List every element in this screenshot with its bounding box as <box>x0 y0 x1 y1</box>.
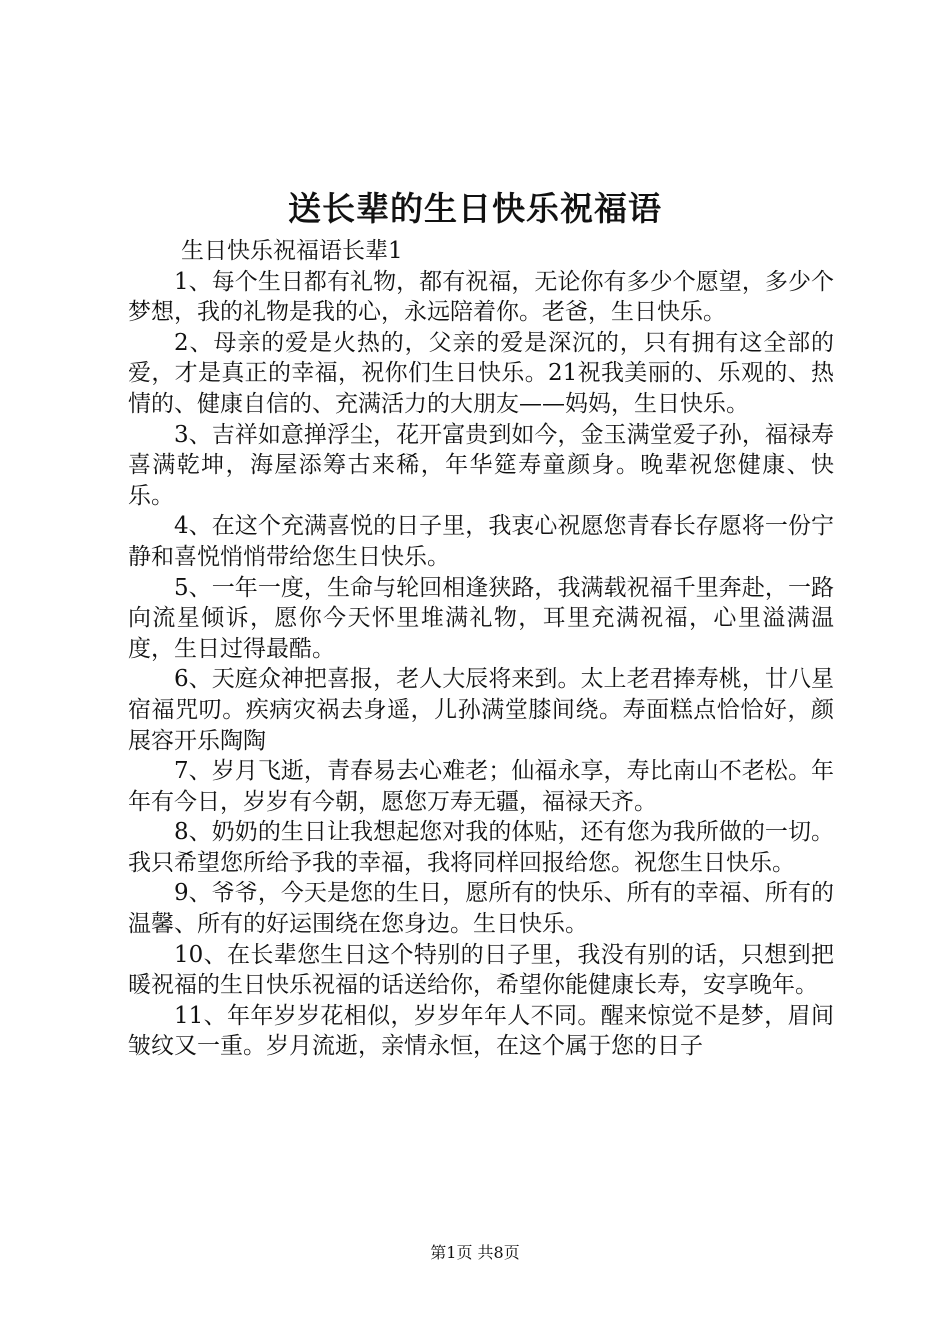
paragraph: 11、年年岁岁花相似，岁岁年年人不同。醒来惊觉不是梦，眉间皱纹又一重。岁月流逝，亲情永恒，在这个属于您的日子 <box>128 1002 834 1060</box>
paragraph: 3、吉祥如意掸浮尘，花开富贵到如今，金玉满堂爱子孙，福禄寿喜满乾坤，海屋添筹古来稀，年华筵寿童颜身。晚辈祝您健康、快乐。 <box>128 421 834 509</box>
paragraph: 8、奶奶的生日让我想起您对我的体贴，还有您为我所做的一切。我只希望您所给予我的幸福，我将同样回报给您。祝您生日快乐。 <box>128 819 834 876</box>
paragraph: 5、一年一度，生命与轮回相逢狭路，我满载祝福千里奔赴，一路向流星倾诉，愿你今天怀里堆满礼物，耳里充满祝福，心里溢满温度，生日过得最酷。 <box>128 574 834 662</box>
paragraph: 4、在这个充满喜悦的日子里，我衷心祝愿您青春长存愿将一份宁静和喜悦悄悄带给您生日快乐。 <box>128 513 834 570</box>
paragraph: 6、天庭众神把喜报，老人大辰将来到。太上老君捧寿桃，廿八星宿福咒叨。疾病灾祸去身遥，儿孙满堂膝间绕。寿面糕点恰恰好，颜展容开乐陶陶 <box>128 666 834 754</box>
document-body <box>128 236 834 1062</box>
paragraph: 1、每个生日都有礼物，都有祝福，无论你有多少个愿望，多少个梦想，我的礼物是我的心，永远陪着你。老爸，生日快乐。 <box>128 268 834 326</box>
paragraph: 7、岁月飞逝，青春易去心难老；仙福永享，寿比南山不老松。年年有今日，岁岁有今朝，愿您万寿无疆，福禄天齐。 <box>128 758 834 815</box>
page-indicator: 第1页 共8页 <box>430 1243 520 1262</box>
section-subtitle: 生日快乐祝福语长辈1 <box>181 238 403 264</box>
paragraph: 10、在长辈您生日这个特别的日子里，我没有别的话，只想到把暖祝福的生日快乐祝福的话送给你，希望你能健康长寿，安享晚年。 <box>128 941 834 999</box>
document-title: 送长辈的生日快乐祝福语 <box>288 189 662 228</box>
paragraph: 9、爷爷，今天是您的生日，愿所有的快乐、所有的幸福、所有的温馨、所有的好运围绕在您身边。生日快乐。 <box>128 880 834 938</box>
paragraph: 2、母亲的爱是火热的，父亲的爱是深沉的，只有拥有这全部的爱，才是真正的幸福，祝你们生日快乐。21祝我美丽的、乐观的、热情的、健康自信的、充满活力的大朋友——妈妈，生日快乐。 <box>128 329 834 417</box>
